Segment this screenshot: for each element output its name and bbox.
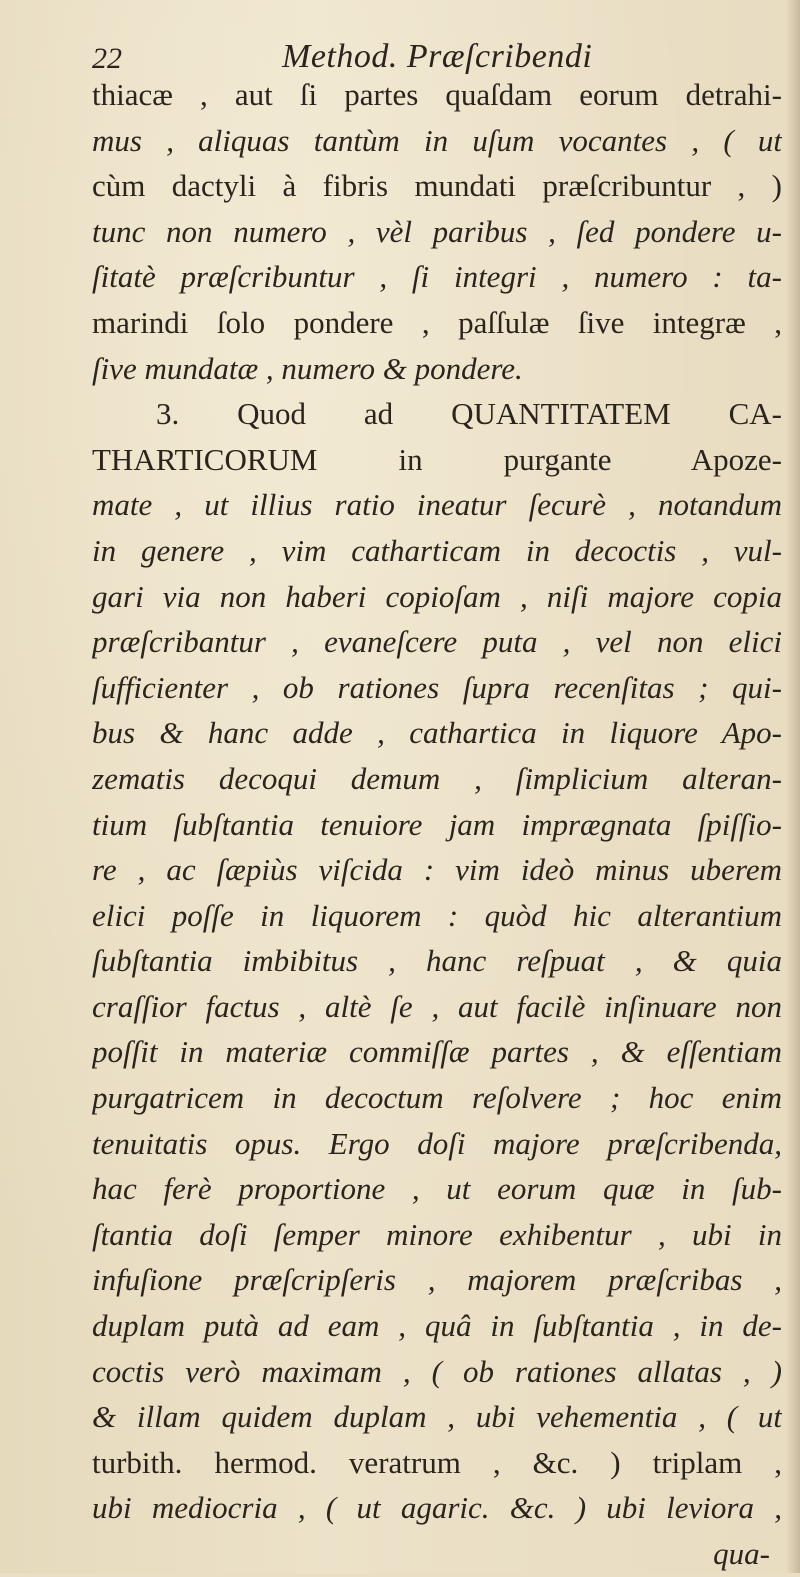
text-line: elici poſſe in liquorem : quòd hic alterantium <box>92 897 782 933</box>
body-text <box>92 72 782 1577</box>
text-line: turbith. hermod. veratrum , &c. ) triplam , <box>92 1444 782 1480</box>
text-line: ſufficienter , ob rationes ſupra recenſitas ; qui- <box>92 669 782 705</box>
text-line: zematis decoqui demum , ſimplicium alteran- <box>92 760 782 796</box>
running-head: Method. Præſcribendi <box>282 38 593 75</box>
text-line: ſubſtantia imbibitus , hanc reſpuat , & quia <box>92 943 782 979</box>
text-line: præſcribantur , evaneſcere puta , vel non elici <box>92 624 782 660</box>
page-number: 22 <box>92 42 122 75</box>
text-line: tenuitatis opus. Ergo doſi majore præſcribenda, <box>92 1125 782 1161</box>
text-line: ſtantia doſi ſemper minore exhibentur , ubi in <box>92 1216 782 1252</box>
text-line: THARTICORUM in purgante Apoze- <box>92 441 782 477</box>
text-line: bus & hanc adde , cathartica in liquore Apo- <box>92 715 782 751</box>
catchword: qua- <box>713 1536 770 1571</box>
text-line: mate , ut illius ratio ineatur ſecurè , notandum <box>92 487 782 523</box>
text-line: re , ac ſæpiùs viſcida : vim ideò minus uberem <box>92 852 782 888</box>
text-line: gari via non haberi copioſam , niſi majore copia <box>92 578 782 614</box>
text-line: hac ferè proportione , ut eorum quæ in ſub- <box>92 1171 782 1207</box>
text-line: mus , aliquas tantùm in uſum vocantes , ( ut <box>92 122 782 158</box>
text-line: tium ſubſtantia tenuiore jam imprægnata ſpiſſio- <box>92 806 782 842</box>
text-line: duplam putà ad eam , quâ in ſubſtantia , in de- <box>92 1308 782 1344</box>
text-line: purgatricem in decoctum reſolvere ; hoc enim <box>92 1080 782 1116</box>
text-line: tunc non numero , vèl paribus , ſed pondere u- <box>92 213 782 249</box>
text-line: craſſior factus , altè ſe , aut facilè inſinuare non <box>92 988 782 1024</box>
text-line: ſitatè præſcribuntur , ſi integri , numero : ta- <box>92 259 782 295</box>
text-line: cùm dactyli à fibris mundati præſcribuntur , ) <box>92 168 782 204</box>
text-line: marindi ſolo pondere , paſſulæ ſive integræ , <box>92 304 782 340</box>
text-line: ſive mundatæ , numero & pondere. <box>92 350 523 386</box>
text-line: in genere , vim catharticam in decoctis , vul- <box>92 532 782 568</box>
text-line: coctis verò maximam , ( ob rationes allatas , ) <box>92 1353 782 1389</box>
text-line: 3. Quod ad QUANTITATEM CA- <box>156 396 782 432</box>
text-line: infuſione præſcripſeris , majorem præſcribas , <box>92 1262 782 1298</box>
text-line: & illam quidem duplam , ubi vehementia , ( ut <box>92 1399 782 1435</box>
text-line: poſſit in materiæ commiſſæ partes , & eſſentiam <box>92 1034 782 1070</box>
text-line: ubi mediocria , ( ut agaric. &c. ) ubi leviora , <box>92 1490 782 1526</box>
page-edge-shadow <box>786 0 800 1573</box>
text-line: thiacæ , aut ſi partes quaſdam eorum detrahi- <box>92 77 782 112</box>
